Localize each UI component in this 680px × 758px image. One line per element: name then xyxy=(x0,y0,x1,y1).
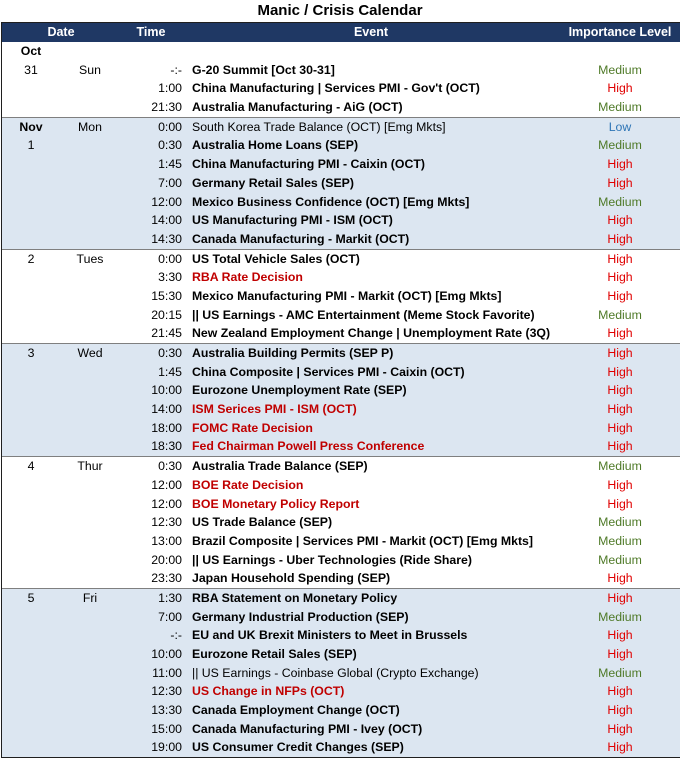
table-row xyxy=(2,136,680,155)
table-row xyxy=(2,608,680,627)
table-row xyxy=(2,419,680,438)
date-cell xyxy=(2,664,60,683)
date-cell xyxy=(2,513,60,532)
table-row xyxy=(2,495,680,514)
date-cell xyxy=(2,645,60,664)
table-row xyxy=(2,174,680,193)
table-row xyxy=(2,381,680,400)
event-cell: China Composite | Services PMI - Caixin (OCT) xyxy=(192,364,465,379)
day-cell xyxy=(60,230,120,249)
time-cell: 0:30 xyxy=(158,459,182,474)
table-row xyxy=(2,42,680,61)
importance-cell: Medium xyxy=(598,533,642,548)
day-cell xyxy=(60,513,120,532)
day-cell xyxy=(60,682,120,701)
table-row xyxy=(2,682,680,701)
time-cell: -:- xyxy=(170,62,182,77)
table-row xyxy=(2,324,680,343)
importance-cell: High xyxy=(607,628,633,643)
event-cell: Japan Household Spending (SEP) xyxy=(192,571,391,586)
event-cell: RBA Statement on Monetary Policy xyxy=(192,590,398,605)
importance-cell: High xyxy=(607,684,633,699)
day-cell: Fri xyxy=(82,590,98,605)
table-row xyxy=(2,437,680,456)
table-row xyxy=(2,268,680,287)
event-cell: US Consumer Credit Changes (SEP) xyxy=(192,740,404,755)
time-cell: 7:00 xyxy=(158,175,182,190)
event-cell: South Korea Trade Balance (OCT) [Emg Mkts] xyxy=(192,119,446,134)
event-cell: G-20 Summit [Oct 30-31] xyxy=(192,62,335,77)
day-cell xyxy=(60,569,120,588)
date-cell xyxy=(2,569,60,588)
date-cell xyxy=(2,682,60,701)
event-cell: || US Earnings - AMC Entertainment (Meme Stock Favorite) xyxy=(192,307,535,322)
time-cell: 23:30 xyxy=(151,571,182,586)
event-cell: Canada Manufacturing - Markit (OCT) xyxy=(192,231,410,246)
importance-cell: High xyxy=(607,288,633,303)
header-event: Event xyxy=(353,25,389,39)
date-cell: 31 xyxy=(24,62,38,77)
date-cell xyxy=(2,268,60,287)
importance-cell: Low xyxy=(608,119,632,134)
time-cell: 12:30 xyxy=(151,684,182,699)
date-cell xyxy=(2,476,60,495)
importance-cell: High xyxy=(607,647,633,661)
importance-cell: High xyxy=(607,402,633,417)
date-cell xyxy=(2,701,60,720)
date-cell xyxy=(2,551,60,570)
table-row xyxy=(2,363,680,382)
table-row xyxy=(2,720,680,739)
time-cell: 12:00 xyxy=(151,477,182,492)
day-cell xyxy=(60,664,120,683)
table-body xyxy=(2,42,680,757)
event-cell: Fed Chairman Powell Press Conference xyxy=(192,439,425,454)
day-group xyxy=(2,42,680,118)
importance-cell: High xyxy=(607,175,633,190)
importance-cell: High xyxy=(607,251,633,266)
day-cell xyxy=(60,551,120,570)
date-cell xyxy=(2,437,60,456)
event-cell: || US Earnings - Uber Technologies (Ride Share) xyxy=(192,552,472,567)
date-cell xyxy=(2,230,60,249)
importance-cell: High xyxy=(607,439,633,454)
date-cell: 2 xyxy=(27,251,35,266)
importance-cell: High xyxy=(607,703,633,718)
importance-cell: High xyxy=(607,270,633,285)
event-cell: Eurozone Unemployment Rate (SEP) xyxy=(192,383,407,398)
event-cell: Mexico Manufacturing PMI - Markit (OCT) [Emg Mkts] xyxy=(192,288,502,303)
time-cell: 13:30 xyxy=(151,703,182,718)
table-row xyxy=(2,532,680,551)
date-cell xyxy=(2,174,60,193)
time-cell: 13:00 xyxy=(151,533,182,548)
event-cell: Canada Manufacturing PMI - Ivey (OCT) xyxy=(192,721,423,736)
day-cell xyxy=(60,645,120,664)
day-group xyxy=(2,250,680,344)
importance-cell: Medium xyxy=(598,62,642,77)
event-cell: Australia Building Permits (SEP P) xyxy=(192,346,394,360)
event-cell: EU and UK Brexit Ministers to Meet in Brussels xyxy=(192,628,468,643)
day-cell xyxy=(60,174,120,193)
time-cell: 15:00 xyxy=(151,721,182,736)
table-row xyxy=(2,193,680,212)
importance-cell: Medium xyxy=(598,194,642,209)
date-cell: 1 xyxy=(27,138,35,153)
event-cell: Canada Employment Change (OCT) xyxy=(192,703,400,718)
day-cell xyxy=(60,476,120,495)
time-cell: 10:00 xyxy=(151,647,182,661)
event-cell: US Total Vehicle Sales (OCT) xyxy=(192,251,360,266)
event-cell: Germany Retail Sales (SEP) xyxy=(192,175,354,190)
importance-cell: High xyxy=(607,721,633,736)
table-row xyxy=(2,569,680,588)
importance-cell: High xyxy=(607,81,633,96)
importance-cell: Medium xyxy=(598,307,642,322)
day-cell xyxy=(60,287,120,306)
header-importance: Importance Level xyxy=(568,25,672,39)
day-cell: Wed xyxy=(77,346,103,360)
time-cell: 11:00 xyxy=(152,665,182,680)
event-cell: FOMC Rate Decision xyxy=(192,420,313,435)
date-cell xyxy=(2,287,60,306)
date-cell xyxy=(2,400,60,419)
header-time: Time (GMT) xyxy=(132,25,170,58)
day-cell xyxy=(60,532,120,551)
table-row xyxy=(2,211,680,230)
importance-cell: High xyxy=(607,213,633,228)
date-cell xyxy=(2,98,60,117)
event-cell: Brazil Composite | Services PMI - Markit (OCT) [Emg Mkts] xyxy=(192,533,533,548)
date-cell xyxy=(2,306,60,325)
importance-cell: High xyxy=(607,383,633,398)
table-row xyxy=(2,344,680,363)
time-cell: 0:00 xyxy=(158,251,182,266)
time-cell: 7:00 xyxy=(158,609,182,624)
day-cell: Thur xyxy=(77,459,103,474)
time-cell: 12:00 xyxy=(151,496,182,511)
importance-cell: Medium xyxy=(598,100,642,115)
event-cell: Australia Manufacturing - AiG (OCT) xyxy=(192,100,403,115)
importance-cell: High xyxy=(607,326,633,341)
event-cell: US Change in NFPs (OCT) xyxy=(192,684,345,699)
time-cell: 0:30 xyxy=(158,346,182,360)
calendar-table xyxy=(1,22,680,758)
day-cell xyxy=(60,79,120,98)
importance-cell: High xyxy=(607,231,633,246)
importance-cell: High xyxy=(607,364,633,379)
table-row xyxy=(2,626,680,645)
time-cell: 18:00 xyxy=(151,420,182,435)
day-cell xyxy=(60,626,120,645)
day-cell xyxy=(60,381,120,400)
day-cell: Tues xyxy=(76,251,104,266)
importance-cell: High xyxy=(607,477,633,492)
date-cell xyxy=(2,626,60,645)
date-cell xyxy=(2,324,60,343)
date-cell xyxy=(2,363,60,382)
importance-cell: High xyxy=(607,571,633,586)
event-cell: New Zealand Employment Change | Unemployment Rate (3Q) xyxy=(192,326,551,341)
event-cell: || US Earnings - Coinbase Global (Crypto Exchange) xyxy=(192,665,479,680)
date-cell: 4 xyxy=(27,459,35,474)
table-row xyxy=(2,250,680,269)
day-cell xyxy=(60,136,120,155)
event-cell: BOE Rate Decision xyxy=(192,477,304,492)
importance-cell: Medium xyxy=(598,138,642,153)
importance-cell: High xyxy=(607,496,633,511)
day-group xyxy=(2,344,680,457)
importance-cell: Medium xyxy=(598,609,642,624)
importance-cell: Medium xyxy=(598,459,642,474)
date-cell xyxy=(2,738,60,757)
event-cell: Germany Industrial Production (SEP) xyxy=(192,609,409,624)
table-row xyxy=(2,306,680,325)
importance-cell: High xyxy=(607,157,633,172)
table-row xyxy=(2,287,680,306)
date-cell xyxy=(2,419,60,438)
date-cell xyxy=(2,532,60,551)
day-group xyxy=(2,589,680,757)
date-cell xyxy=(2,608,60,627)
table-row xyxy=(2,400,680,419)
time-cell: 19:00 xyxy=(151,740,182,755)
date-cell xyxy=(2,193,60,212)
day-group xyxy=(2,118,680,250)
time-cell: 14:00 xyxy=(151,402,182,417)
event-cell: BOE Monetary Policy Report xyxy=(192,496,360,511)
day-cell xyxy=(60,155,120,174)
day-cell: Sun xyxy=(79,62,101,77)
table-row xyxy=(2,230,680,249)
table-row xyxy=(2,589,680,608)
time-cell: 18:30 xyxy=(151,439,182,454)
event-cell: US Trade Balance (SEP) xyxy=(192,515,333,530)
day-cell xyxy=(60,193,120,212)
time-cell: 3:30 xyxy=(158,270,182,285)
table-row xyxy=(2,645,680,664)
date-cell xyxy=(2,211,60,230)
event-cell: Mexico Business Confidence (OCT) [Emg Mkts] xyxy=(192,194,470,209)
date-cell: 5 xyxy=(27,590,35,605)
importance-cell: High xyxy=(607,740,633,755)
table-row xyxy=(2,79,680,98)
day-cell xyxy=(60,363,120,382)
table-row xyxy=(2,476,680,495)
importance-cell: High xyxy=(607,590,633,605)
date-cell xyxy=(2,495,60,514)
event-cell: US Manufacturing PMI - ISM (OCT) xyxy=(192,213,393,228)
importance-cell xyxy=(560,42,680,61)
time-cell: 10:00 xyxy=(151,383,182,398)
day-cell xyxy=(60,324,120,343)
time-cell: 1:45 xyxy=(158,364,182,379)
time-cell xyxy=(120,42,182,61)
importance-cell: High xyxy=(607,420,633,435)
day-cell xyxy=(60,701,120,720)
importance-cell: Medium xyxy=(598,515,642,530)
time-cell: 15:30 xyxy=(151,288,182,303)
time-cell: -:- xyxy=(170,628,182,643)
day-cell xyxy=(60,419,120,438)
table-row xyxy=(2,701,680,720)
table-row xyxy=(2,457,680,476)
time-cell: 14:30 xyxy=(151,231,182,246)
date-cell xyxy=(2,720,60,739)
date-cell: 3 xyxy=(27,346,35,360)
day-cell xyxy=(60,306,120,325)
date-cell: Oct xyxy=(20,44,42,58)
table-row xyxy=(2,118,680,137)
date-cell xyxy=(2,381,60,400)
day-cell xyxy=(60,42,120,61)
table-row xyxy=(2,61,680,80)
event-cell: ISM Serices PMI - ISM (OCT) xyxy=(192,402,357,417)
day-cell xyxy=(60,98,120,117)
importance-cell: Medium xyxy=(598,665,642,680)
day-cell xyxy=(60,437,120,456)
day-cell xyxy=(60,608,120,627)
day-cell xyxy=(60,268,120,287)
time-cell: 0:30 xyxy=(158,138,182,153)
event-cell: Australia Trade Balance (SEP) xyxy=(192,459,368,474)
time-cell: 1:00 xyxy=(158,81,182,96)
date-cell xyxy=(2,79,60,98)
time-cell: 12:00 xyxy=(151,194,182,209)
time-cell: 1:45 xyxy=(158,157,182,172)
importance-cell: High xyxy=(607,346,633,360)
event-cell: China Manufacturing PMI - Caixin (OCT) xyxy=(192,157,425,172)
date-cell: Nov xyxy=(19,119,43,134)
time-cell: 12:30 xyxy=(151,515,182,530)
day-cell xyxy=(60,720,120,739)
day-cell xyxy=(60,495,120,514)
event-cell: RBA Rate Decision xyxy=(192,270,303,285)
time-cell: 1:30 xyxy=(158,590,182,605)
table-row xyxy=(2,738,680,757)
day-cell: Mon xyxy=(78,119,102,134)
day-cell xyxy=(60,400,120,419)
table-row xyxy=(2,98,680,117)
time-cell: 21:30 xyxy=(151,100,182,115)
time-cell: 0:00 xyxy=(158,119,182,134)
time-cell: 21:45 xyxy=(151,326,182,341)
day-cell xyxy=(60,738,120,757)
table-row xyxy=(2,513,680,532)
table-row xyxy=(2,664,680,683)
event-cell: China Manufacturing | Services PMI - Gov't (OCT) xyxy=(192,81,480,96)
time-cell: 20:00 xyxy=(151,552,182,567)
day-group xyxy=(2,457,680,589)
table-row xyxy=(2,551,680,570)
event-cell: Eurozone Retail Sales (SEP) xyxy=(192,647,357,661)
day-cell xyxy=(60,211,120,230)
table-row xyxy=(2,155,680,174)
event-cell: Australia Home Loans (SEP) xyxy=(192,138,359,153)
header-date: Date xyxy=(47,25,75,39)
time-cell: 20:15 xyxy=(151,307,182,322)
time-cell: 14:00 xyxy=(151,213,182,228)
importance-cell: Medium xyxy=(598,552,642,567)
date-cell xyxy=(2,155,60,174)
event-cell xyxy=(182,42,560,61)
page-title: Manic / Crisis Calendar xyxy=(257,2,423,19)
